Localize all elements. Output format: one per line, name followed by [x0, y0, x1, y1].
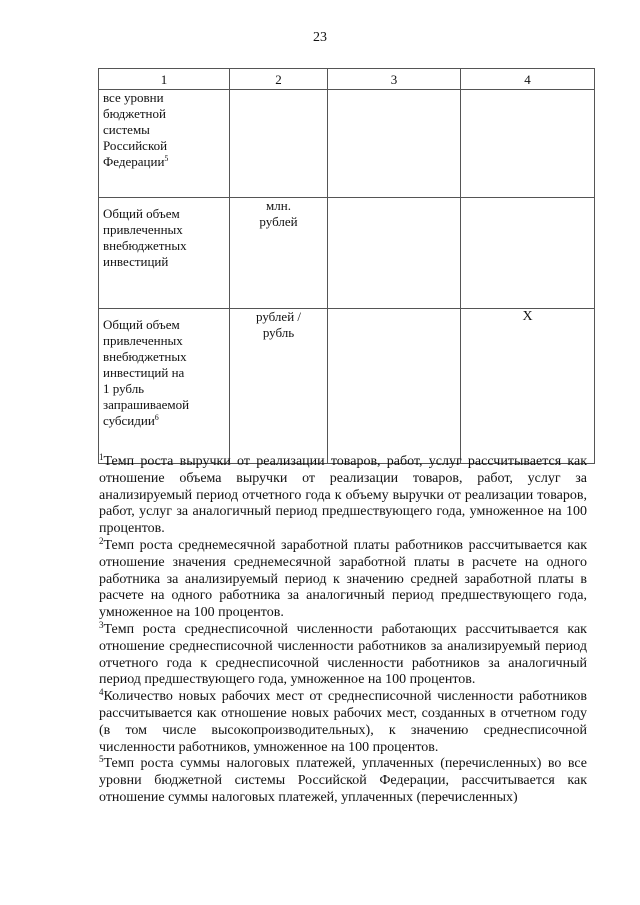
row-label: Общий объем привлеченных внебюджетных инвестиций на 1 рубль запрашиваемой субсидии — [103, 317, 190, 428]
footnote-ref: 5 — [164, 154, 169, 163]
column-header: 1 — [99, 69, 230, 90]
column-header: 3 — [328, 69, 461, 90]
value-cell — [461, 90, 595, 198]
value-cell — [328, 90, 461, 198]
footnote-text: Темп роста среднесписочной численности работающих рассчитывается как отношение среднесписочной численности работников за анализируемый период отчетного года к среднесписочной численности работников за аналогичный период предшествующего года, умноженное на 100 процентов. — [99, 621, 587, 688]
footnotes — [99, 454, 587, 807]
column-header: 2 — [230, 69, 328, 90]
unit-label: млн. рублей — [259, 198, 298, 229]
footnote-number: 2 — [99, 535, 104, 546]
footnote-text: Темп роста среднемесячной заработной платы работников рассчитывается как отношение значения среднемесячной заработной платы в расчете на одного работника за анализируемый период к значению средней заработной платы в расчете на одного работника за аналогичный период предшествующего года, умноженное на 100 процентов. — [99, 537, 587, 621]
footnote-text: Темп роста выручки от реализации товаров, работ, услуг рассчитывается как отношение объема выручки от реализации товаров, работ, услуг за анализируемый период отчетного года к объему выручки от реализации товаров, работ, услуг за аналогичный период предшествующего года, умноженное на 100 процентов. — [99, 454, 587, 537]
footnote — [99, 756, 587, 806]
value-cell — [328, 198, 461, 309]
row-label-cell — [99, 198, 230, 309]
footnote-ref: 6 — [154, 413, 159, 422]
unit-cell — [230, 309, 328, 464]
footnote — [99, 689, 587, 756]
row-label: все уровни бюджетной системы Российской Федерации — [103, 90, 168, 169]
footnote-text: Количество новых рабочих мест от среднесписочной численности работников рассчитывается как отношение новых рабочих мест, созданных в отчетном году (в том числе высокопроизводительных), к значению среднесписочной численности работников, умноженное на 100 процентов. — [99, 689, 587, 755]
table-row — [99, 90, 595, 198]
footnote — [99, 535, 587, 622]
footnote — [99, 454, 587, 538]
unit-cell — [230, 90, 328, 198]
footnote-number: 4 — [99, 687, 104, 698]
column-header: 4 — [461, 69, 595, 90]
table-header-row — [99, 69, 595, 90]
table-row — [99, 309, 595, 464]
unit-cell — [230, 198, 328, 309]
data-table — [98, 68, 595, 464]
not-applicable-mark: X — [461, 309, 595, 464]
table-row — [99, 198, 595, 309]
page-number: 23 — [313, 30, 327, 45]
value-cell — [461, 198, 595, 309]
footnote-number: 5 — [99, 754, 104, 765]
value-cell — [328, 309, 461, 464]
footnote — [99, 619, 587, 689]
row-label-cell — [99, 90, 230, 198]
footnote-number: 1 — [99, 452, 104, 462]
unit-label: рублей / рубль — [255, 309, 302, 340]
row-label: Общий объем привлеченных внебюджетных инвестиций — [103, 206, 187, 269]
row-label-cell — [99, 309, 230, 464]
footnote-number: 3 — [99, 619, 104, 630]
footnote-text: Темп роста суммы налоговых платежей, уплаченных (перечисленных) во все уровни бюджетной системы Российской Федерации, рассчитывается как отношение суммы налоговых платежей, уплаченных (перечисленных) — [99, 756, 587, 805]
